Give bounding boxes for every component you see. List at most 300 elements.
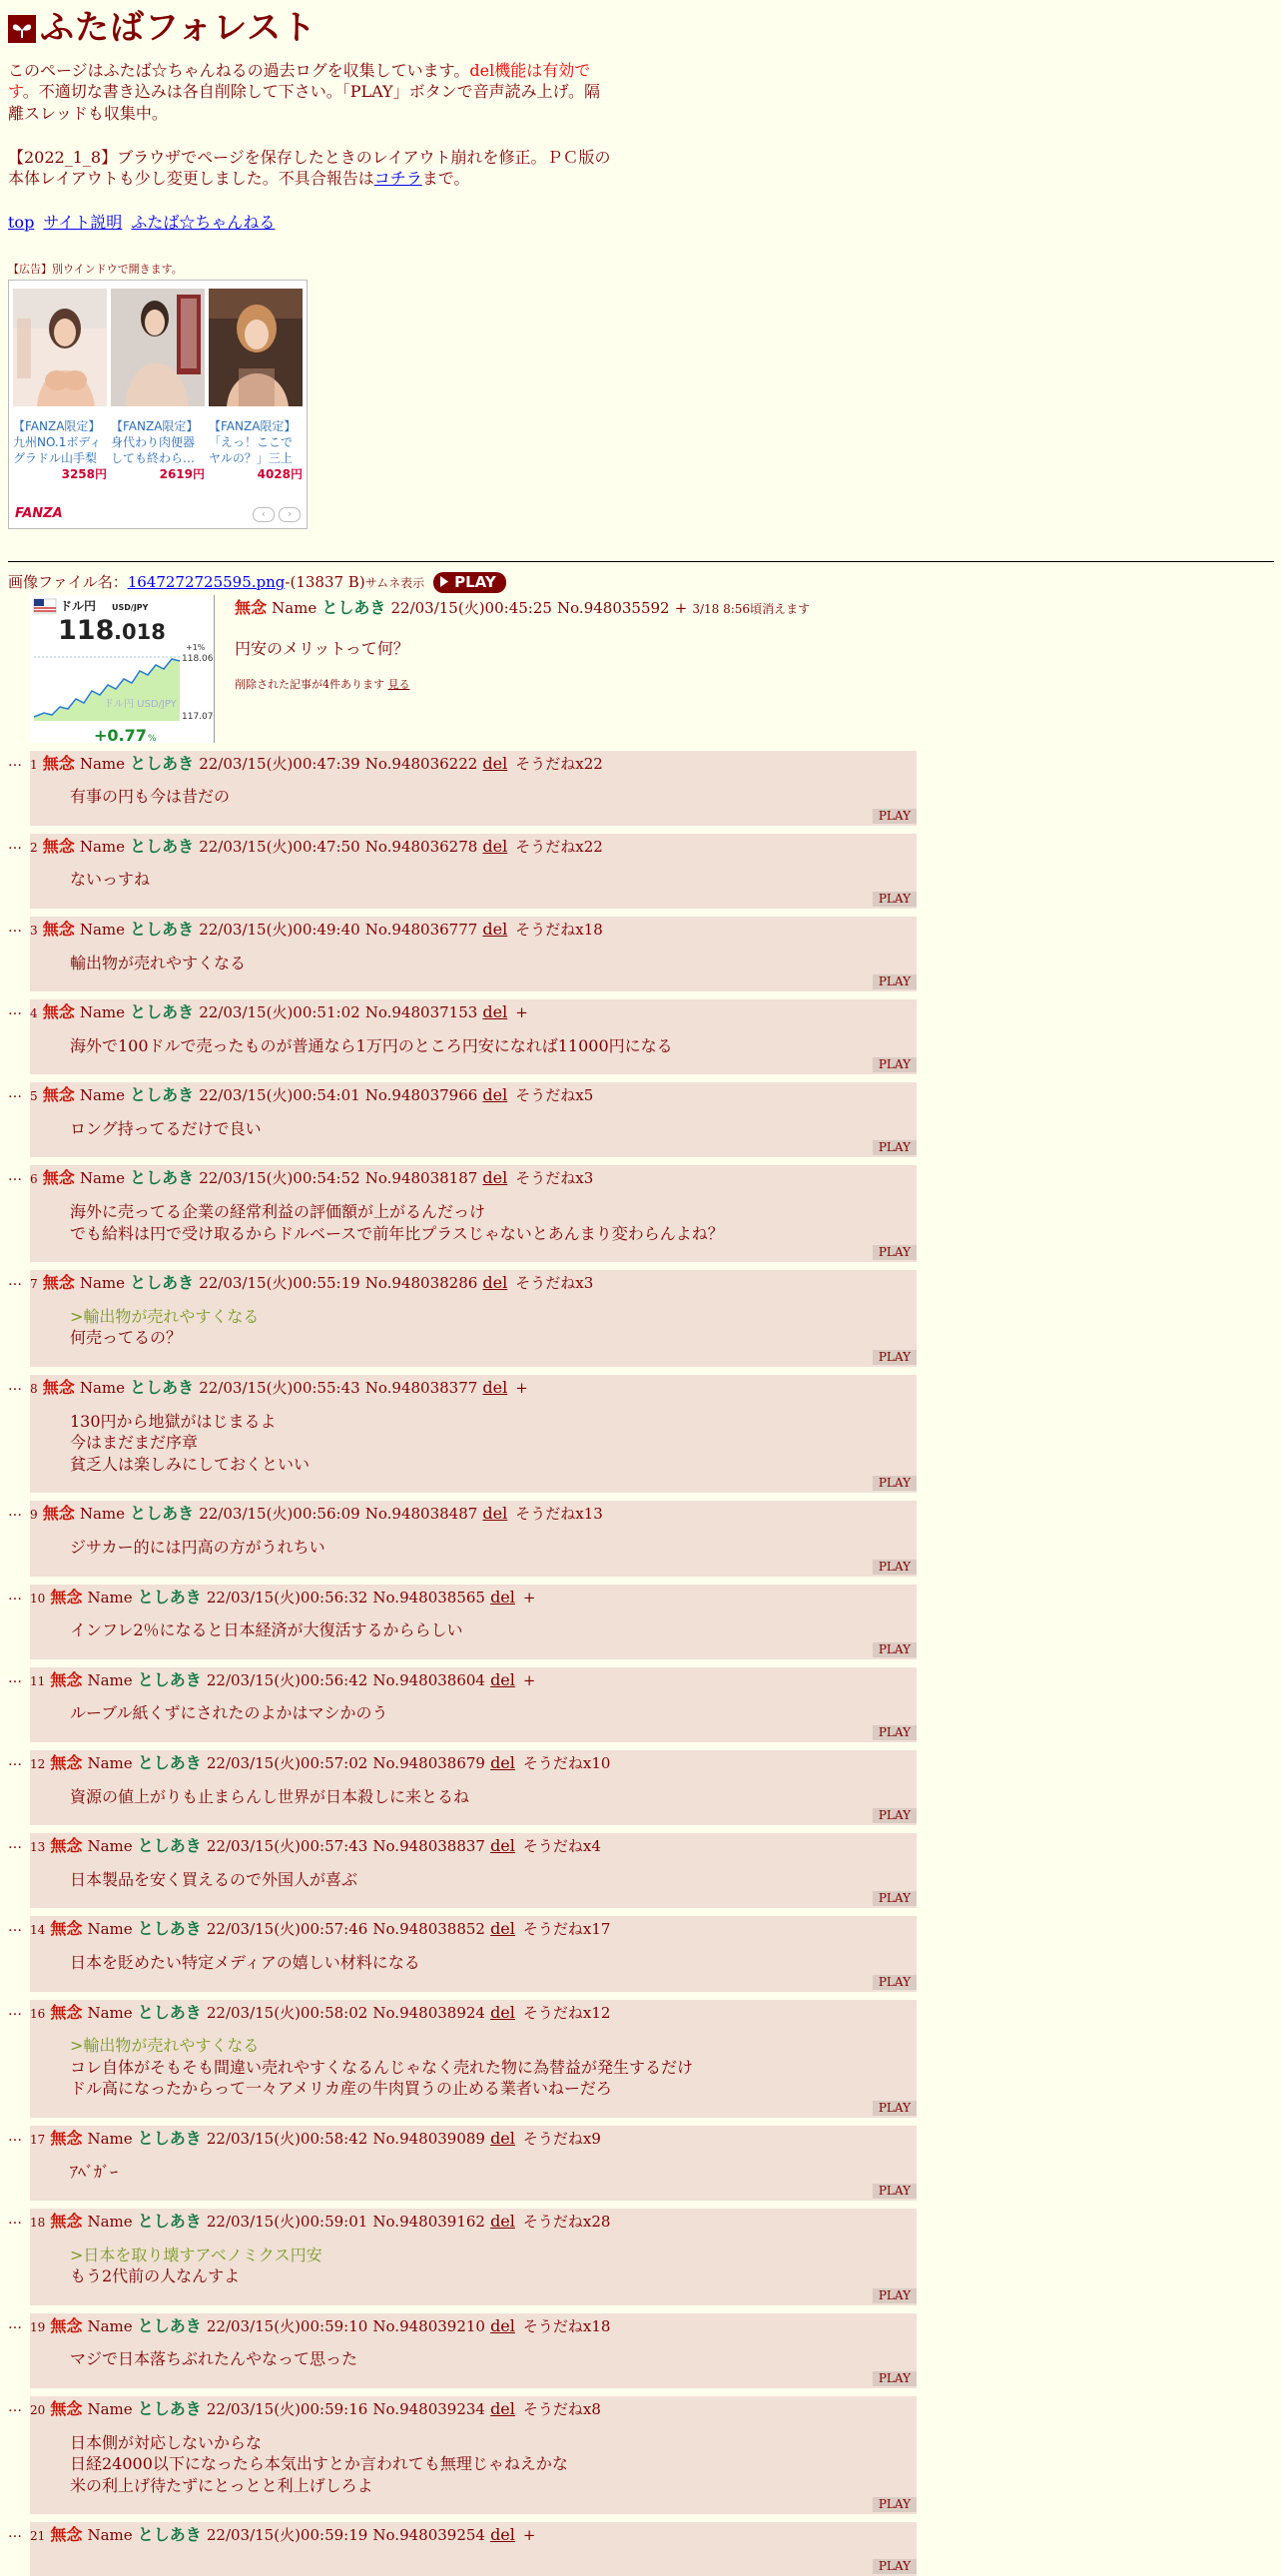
comment-line: 日本を貶めたい特定メディアの嬉しい材料になる <box>70 1952 420 1972</box>
post-number[interactable]: No.948038604 <box>372 1670 485 1689</box>
comment-line: ｱﾍﾞｶﾞｰ <box>70 2162 119 2182</box>
reply-index: 9 <box>30 1508 38 1523</box>
deleted-text: 削除された記事が4件あります <box>235 677 384 691</box>
intro-text-after: 。不適切な書き込みは各自削除して下さい。「PLAY」ボタンで音声読み上げ。隔離スレッドも収集中。 <box>8 82 600 124</box>
ad-item-price: 4028円 <box>257 466 303 481</box>
chart-pct-label: +1% <box>186 642 206 652</box>
name-label: Name <box>87 1670 133 1689</box>
reply-marker: … <box>8 1002 22 1019</box>
del-link[interactable]: del <box>490 1836 515 1856</box>
name-label: Name <box>79 1274 126 1293</box>
post-number[interactable]: No.948038852 <box>372 1920 485 1939</box>
reply-index: 17 <box>30 2132 46 2147</box>
play-icon <box>439 576 449 587</box>
reply-row <box>8 2396 1274 2514</box>
poster-name: としあき <box>137 1669 202 1689</box>
name-label: Name <box>272 598 318 617</box>
poster-name: としあき <box>130 1085 195 1105</box>
report-link[interactable]: コチラ <box>373 169 422 189</box>
reply-index: 14 <box>30 1923 46 1938</box>
poster-name: としあき <box>137 2212 202 2232</box>
ad-caption: 【広告】別ウインドウで開きます。 <box>8 263 183 277</box>
reply-comment <box>70 953 917 974</box>
comment-line: 輸出物が売れやすくなる <box>70 953 247 972</box>
sodane-button[interactable]: そうだねx12 <box>522 2003 611 2022</box>
ad-items <box>9 281 307 482</box>
reply-index: 8 <box>30 1382 38 1397</box>
play-button[interactable]: PLAY <box>873 2184 917 2199</box>
reply-row <box>8 2313 1274 2388</box>
reply-marker: … <box>8 1752 22 1769</box>
poster-name: としあき <box>137 1587 202 1607</box>
sodane-button[interactable]: そうだねx8 <box>522 2400 601 2419</box>
comment-line: 日経24000以下になったら本気出すとか言われても無理じゃねえかな <box>70 2454 568 2474</box>
reply-comment <box>70 2432 917 2497</box>
ad-thumbnail-image[interactable] <box>111 289 205 406</box>
reply-header <box>30 753 917 775</box>
name-label: Name <box>87 2400 133 2419</box>
reply-comment <box>70 1537 917 1559</box>
ad-banner <box>8 280 308 529</box>
reply-marker: … <box>8 1168 22 1185</box>
poster-name: としあき <box>130 753 195 773</box>
post-subject: 無念 <box>42 753 75 773</box>
post-subject: 無念 <box>42 1273 75 1293</box>
site-title[interactable]: ふたばフォレスト <box>40 8 318 48</box>
fanza-logo[interactable]: FANZA <box>15 505 63 521</box>
del-link[interactable]: del <box>490 2525 515 2545</box>
post-number[interactable]: No.948039089 <box>372 2129 485 2148</box>
reply-header <box>30 2211 917 2233</box>
comment-line: ロング持ってるだけで良い <box>70 1118 262 1138</box>
reply-row <box>8 2209 1274 2305</box>
del-link[interactable]: del <box>490 2399 515 2419</box>
post-subject: 無念 <box>42 836 75 856</box>
nav-links <box>8 212 1274 234</box>
reply-post <box>30 1585 917 1659</box>
name-label: Name <box>87 2003 133 2022</box>
intro-text: このページはふたば☆ちゃんねるの過去ログを収集しています。 <box>8 60 470 80</box>
reply-index: 13 <box>30 1840 46 1855</box>
sodane-button[interactable]: そうだねx22 <box>515 837 603 856</box>
comment-line: 米の利上げ待たずにとっとと利上げしろよ <box>70 2475 373 2495</box>
post-date: 22/03/15(火)00:56:09 <box>199 1505 360 1524</box>
post-date: 22/03/15(火)00:58:42 <box>206 2129 368 2148</box>
post-number[interactable]: No.948035592 <box>557 598 670 617</box>
reply-header <box>30 1377 917 1399</box>
comment-line: マジで日本落ちぶれたんやなって思った <box>70 2349 358 2369</box>
post-number[interactable]: No.948038487 <box>364 1505 478 1524</box>
sodane-button[interactable]: + <box>522 1588 536 1607</box>
del-link[interactable]: del <box>490 1752 515 1772</box>
poster-name: としあき <box>130 1504 195 1524</box>
reply-marker: … <box>8 2128 22 2145</box>
post-number[interactable]: No.948039162 <box>372 2213 485 2232</box>
del-link[interactable]: del <box>490 2128 515 2148</box>
reply-marker: … <box>8 753 22 770</box>
comment-line: 日本製品を安く買えるので外国人が喜ぶ <box>70 1869 358 1889</box>
post-subject: 無念 <box>50 1587 83 1607</box>
post-number[interactable]: No.948038679 <box>372 1753 485 1772</box>
post-subject: 無念 <box>50 1669 83 1689</box>
reply-comment <box>70 1952 917 1974</box>
file-info <box>8 572 1274 592</box>
del-link[interactable]: del <box>482 1002 508 1022</box>
reply-post <box>30 2000 917 2118</box>
ad-item-price: 3258円 <box>61 466 107 481</box>
sodane-button[interactable]: そうだねx18 <box>522 2316 611 2335</box>
show-deleted-link[interactable]: 見る <box>387 677 410 691</box>
play-button[interactable]: PLAY <box>873 1245 917 1260</box>
post-number[interactable]: No.948037966 <box>364 1086 478 1105</box>
sodane-button[interactable]: + <box>522 1670 536 1689</box>
reply-post <box>30 1667 917 1742</box>
play-button[interactable]: PLAY <box>873 809 917 824</box>
nav-top-link[interactable]: top <box>8 212 35 232</box>
name-label: Name <box>79 1003 126 1022</box>
post-subject: 無念 <box>50 1752 83 1772</box>
name-label: Name <box>87 1837 133 1856</box>
reply-post <box>30 1165 917 1262</box>
chart-change: +0.77 <box>94 725 147 743</box>
del-link[interactable]: del <box>490 1587 515 1607</box>
sodane-button[interactable]: そうだねx3 <box>515 1169 594 1188</box>
play-button[interactable]: PLAY <box>873 2288 917 2303</box>
reply-post <box>30 2313 917 2388</box>
reply-marker: … <box>8 1919 22 1936</box>
name-label: Name <box>87 2526 133 2545</box>
reply-row <box>8 1585 1274 1659</box>
futaba-leaf-icon[interactable] <box>8 15 36 43</box>
post-date: 22/03/15(火)00:55:19 <box>199 1274 360 1293</box>
del-link[interactable]: del <box>490 2212 515 2232</box>
sodane-button[interactable]: そうだねx22 <box>515 754 603 773</box>
sodane-button[interactable]: そうだねx4 <box>522 1837 601 1856</box>
reply-comment <box>70 2348 917 2370</box>
post-date: 22/03/15(火)00:56:42 <box>206 1670 368 1689</box>
del-link[interactable]: del <box>490 2002 515 2022</box>
quote-line: >輸出物が売れやすくなる <box>70 2036 260 2056</box>
play-button[interactable]: PLAY <box>873 1057 917 1072</box>
del-link[interactable]: del <box>482 1378 508 1398</box>
post-number[interactable]: No.948039210 <box>372 2316 485 2335</box>
post-date: 22/03/15(火)00:54:52 <box>199 1169 360 1188</box>
reply-post <box>30 1270 917 1367</box>
ad-item-title[interactable]: 【FANZA限定】九州NO.1ボディグラドル山手梨 <box>13 418 102 465</box>
post-subject: 無念 <box>50 2399 83 2419</box>
site-intro <box>8 60 607 125</box>
reply-post <box>30 1833 917 1908</box>
reply-marker: … <box>8 1085 22 1102</box>
post-subject: 無念 <box>50 2002 83 2022</box>
reply-marker: … <box>8 2525 22 2542</box>
reply-header <box>30 2398 917 2420</box>
reply-row <box>8 1165 1274 1262</box>
name-label: Name <box>87 1588 133 1607</box>
del-link[interactable]: del <box>482 1168 508 1188</box>
post-subject: 無念 <box>50 2212 83 2232</box>
reply-header <box>30 1084 917 1106</box>
post-number[interactable]: No.948038286 <box>364 1274 478 1293</box>
name-label: Name <box>87 2129 133 2148</box>
reply-marker: … <box>8 1587 22 1604</box>
notice-after: まで。 <box>421 169 470 189</box>
reply-post <box>30 2209 917 2305</box>
intro-del-notice: del機能は有効です <box>8 60 591 102</box>
del-link[interactable]: del <box>490 1669 515 1689</box>
post-number[interactable]: No.948039254 <box>372 2526 485 2545</box>
nav-futaba-link[interactable]: ふたば☆ちゃんねる <box>131 212 276 232</box>
reply-marker: … <box>8 1378 22 1395</box>
file-link[interactable]: 1647272725595.png <box>127 573 286 592</box>
post-subject: 無念 <box>42 1504 75 1524</box>
name-label: Name <box>79 1086 126 1105</box>
reply-row <box>8 1833 1274 1908</box>
name-label: Name <box>79 1379 126 1398</box>
sodane-button[interactable]: + <box>515 1379 528 1398</box>
post-number[interactable]: No.948036278 <box>364 837 478 856</box>
reply-post <box>30 1082 917 1157</box>
comment-line: でも給料は円で受け取るからドルベースで前年比プラスじゃないとあんまり変わらんよね？ <box>70 1223 724 1243</box>
reply-row <box>8 1501 1274 1576</box>
reply-row <box>8 1750 1274 1825</box>
reply-header <box>30 836 917 858</box>
post-subject: 無念 <box>235 597 268 617</box>
post-date: 22/03/15(火)00:45:25 <box>390 598 552 617</box>
play-button[interactable]: PLAY <box>873 1975 917 1990</box>
post-date: 22/03/15(火)00:57:46 <box>206 1920 368 1939</box>
del-link[interactable]: del <box>482 1273 508 1293</box>
post-number[interactable]: No.948037153 <box>364 1003 478 1022</box>
del-link[interactable]: del <box>482 1504 508 1524</box>
sodane-button[interactable]: そうだねx17 <box>522 1920 611 1939</box>
reply-comment <box>70 869 917 891</box>
chart-image[interactable] <box>30 595 214 743</box>
del-link[interactable]: del <box>490 2315 515 2335</box>
play-button[interactable]: PLAY <box>873 1476 917 1491</box>
reply-post <box>30 1916 917 1991</box>
play-button[interactable]: PLAY <box>873 1560 917 1575</box>
reply-header <box>30 2315 917 2337</box>
post-number[interactable]: No.948036222 <box>364 754 478 773</box>
sodane-button[interactable]: + <box>522 2526 536 2545</box>
post-number[interactable]: No.948038187 <box>364 1169 478 1188</box>
reply-marker: … <box>8 1504 22 1521</box>
reply-post <box>30 1501 917 1576</box>
post-number[interactable]: No.948038377 <box>364 1379 478 1398</box>
sodane-button[interactable]: そうだねx5 <box>515 1086 594 1105</box>
del-link[interactable]: del <box>482 919 508 939</box>
play-button[interactable]: PLAY <box>873 1140 917 1155</box>
reply-header <box>30 1503 917 1525</box>
chart-rate-big: 118 <box>58 614 115 646</box>
del-link[interactable]: del <box>482 836 508 856</box>
comment-line: 130円から地獄がはじまるよ <box>70 1411 277 1431</box>
chevron-right-icon[interactable]: › <box>279 507 301 522</box>
chart-watermark: ドル円 USD/JPY <box>104 698 177 710</box>
reply-post <box>30 834 917 909</box>
post-date: 22/03/15(火)00:47:50 <box>199 837 360 856</box>
ad-thumbnail-image[interactable] <box>209 289 303 406</box>
reply-index: 10 <box>30 1591 46 1606</box>
ad-item[interactable] <box>209 289 303 482</box>
poster-name: としあき <box>137 2002 202 2022</box>
comment-line: もう2代前の人なんすよ <box>70 2266 241 2286</box>
reply-index: 7 <box>30 1277 38 1292</box>
reply-row <box>8 1082 1274 1157</box>
chart-flag-label: ドル円 <box>60 598 97 613</box>
reply-index: 6 <box>30 1172 38 1187</box>
thumb-label: サムネ表示 <box>364 576 425 591</box>
play-button[interactable]: PLAY <box>873 1350 917 1365</box>
ad-item[interactable] <box>111 289 205 482</box>
reply-post <box>30 1375 917 1493</box>
ad-pager <box>249 507 301 522</box>
reply-post <box>30 2396 917 2514</box>
reply-comment <box>70 1201 917 1244</box>
poster-name: としあき <box>130 919 195 939</box>
reply-post <box>30 999 917 1074</box>
poster-name: としあき <box>130 1002 195 1022</box>
comment-line: 有事の円も今は昔だの <box>70 787 231 807</box>
play-button[interactable]: PLAY <box>873 2559 917 2574</box>
play-button[interactable]: PLAY <box>873 1808 917 1823</box>
reply-index: 12 <box>30 1756 46 1771</box>
op-thumbnail[interactable] <box>30 595 215 743</box>
poster-name: としあき <box>130 1273 195 1293</box>
reply-row <box>8 1667 1274 1742</box>
comment-line: 貧乏人は楽しみにしておくといい <box>70 1454 311 1474</box>
reply-post <box>30 917 917 991</box>
post-number[interactable]: No.948036777 <box>364 920 478 939</box>
reply-row <box>8 999 1274 1074</box>
file-label: 画像ファイル名： <box>8 573 128 592</box>
ad-item-title[interactable]: 【FANZA限定】身代わり肉便器 しても終わら… <box>111 418 199 465</box>
ad-item[interactable] <box>13 289 107 482</box>
op-comment: 円安のメリットって何？ <box>235 639 409 659</box>
post-date: 22/03/15(火)00:58:02 <box>206 2003 368 2022</box>
chart-hi: 118.06 <box>182 653 214 664</box>
reply-header <box>30 2128 917 2150</box>
chart-change-unit: % <box>148 733 157 743</box>
ad-item-title[interactable]: 【FANZA限定】「えっ！ここでヤルの？」三上 <box>209 418 297 465</box>
nav-about-link[interactable]: サイト説明 <box>43 212 123 232</box>
reply-marker: … <box>8 2315 22 2332</box>
reply-marker: … <box>8 2212 22 2229</box>
post-subject: 無念 <box>42 1085 75 1105</box>
play-button[interactable] <box>433 572 506 592</box>
op-header <box>235 597 810 619</box>
reply-post <box>30 2126 917 2201</box>
del-link[interactable]: del <box>490 1919 515 1939</box>
play-button[interactable]: PLAY <box>873 2371 917 2386</box>
name-label: Name <box>87 1753 133 1772</box>
sodane-button[interactable]: そうだねx9 <box>522 2129 601 2148</box>
comment-line: コレ自体がそもそも間違い売れやすくなるんじゃなく売れた物に為替益が発生するだけ <box>70 2057 694 2077</box>
reply-header <box>30 1918 917 1940</box>
reply-header <box>30 1752 917 1774</box>
reply-marker: … <box>8 919 22 936</box>
chart-rate-small: .018 <box>114 619 166 644</box>
reply-index: 1 <box>30 757 38 772</box>
post-number[interactable]: No.948039234 <box>372 2400 485 2419</box>
post-subject: 無念 <box>50 2128 83 2148</box>
quote-line: >輸出物が売れやすくなる <box>70 1306 260 1326</box>
reply-index: 3 <box>30 923 38 938</box>
del-link[interactable]: del <box>482 753 508 773</box>
sodane-button[interactable]: そうだねx13 <box>515 1505 603 1524</box>
sodane-button[interactable]: + <box>515 1003 528 1022</box>
sodane-button[interactable]: そうだねx28 <box>522 2213 611 2232</box>
post-subject: 無念 <box>42 1002 75 1022</box>
post-number[interactable]: No.948038565 <box>372 1588 485 1607</box>
reply-header <box>30 1587 917 1609</box>
op-post <box>8 595 1274 743</box>
reply-comment <box>70 1118 917 1140</box>
name-label: Name <box>87 2316 133 2335</box>
play-button[interactable]: PLAY <box>873 2497 917 2512</box>
reply-row <box>8 834 1274 909</box>
reply-row <box>8 2126 1274 2201</box>
post-date: 22/03/15(火)00:49:40 <box>199 920 360 939</box>
divider <box>8 561 1274 562</box>
chevron-left-icon[interactable]: ‹ <box>253 507 275 522</box>
sodane-button[interactable]: そうだねx18 <box>515 920 603 939</box>
del-link[interactable]: del <box>482 1085 508 1105</box>
name-label: Name <box>79 837 126 856</box>
poster-name: としあき <box>137 2315 202 2335</box>
reply-list <box>8 751 1274 2576</box>
poster-name: としあき <box>137 1919 202 1939</box>
name-label: Name <box>79 1505 126 1524</box>
sodane-button[interactable]: そうだねx10 <box>522 1753 611 1772</box>
reply-header <box>30 1272 917 1294</box>
poster-name: としあき <box>137 2128 202 2148</box>
play-button[interactable]: PLAY <box>873 892 917 907</box>
reply-header <box>30 1167 917 1189</box>
play-button[interactable]: PLAY <box>873 974 917 989</box>
comment-line: 何売ってるの？ <box>70 1328 183 1348</box>
reply-header <box>30 2524 917 2546</box>
reply-comment <box>70 1035 917 1057</box>
post-date: 22/03/15(火)00:59:16 <box>206 2400 368 2419</box>
post-subject: 無念 <box>42 1378 75 1398</box>
reply-comment <box>70 1869 917 1891</box>
ad-thumbnail-image[interactable] <box>13 289 107 406</box>
post-date: 22/03/15(火)00:51:02 <box>199 1003 360 1022</box>
post-subject: 無念 <box>50 1836 83 1856</box>
reply-row <box>8 2000 1274 2118</box>
name-label: Name <box>79 754 126 773</box>
post-number[interactable]: No.948038837 <box>372 1837 485 1856</box>
post-number[interactable]: No.948038924 <box>372 2003 485 2022</box>
quote-line: >日本を取り壊すアベノミクス円安 <box>70 2245 322 2264</box>
post-date: 22/03/15(火)00:54:01 <box>199 1086 360 1105</box>
reply-row <box>8 1916 1274 1991</box>
reply-marker: … <box>8 1836 22 1853</box>
sodane-button[interactable]: そうだねx3 <box>515 1274 594 1293</box>
play-button[interactable]: PLAY <box>873 2101 917 2116</box>
reply-row <box>8 1270 1274 1367</box>
sodane-button[interactable]: + <box>674 598 688 617</box>
reply-row <box>8 751 1274 826</box>
post-date: 22/03/15(火)00:47:39 <box>199 754 360 773</box>
play-button[interactable]: PLAY <box>873 1891 917 1906</box>
play-button[interactable]: PLAY <box>873 1725 917 1740</box>
ad-item-price: 2619円 <box>159 466 205 481</box>
reply-header <box>30 1835 917 1857</box>
play-button[interactable]: PLAY <box>873 1642 917 1657</box>
